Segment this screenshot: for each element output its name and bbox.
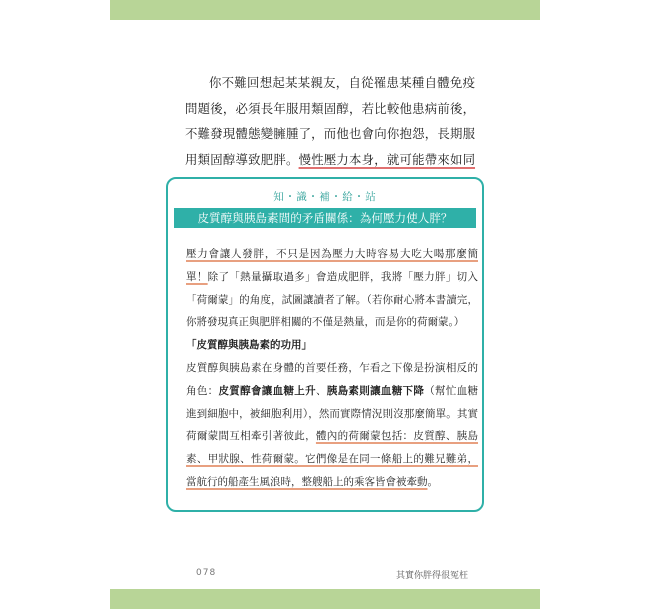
box-para2-text-a: 皮質醇與胰島素在身體的首要任務，乍看之下像是扮演相反的角色： bbox=[186, 361, 478, 397]
intro-text: 你不難回想起某某親友，自從罹患某種自體免疫問題後，必須長年服用類固醇，若比較他患病前後，不難發現體態變臃腫了，而他也會向你抱怨，長期服用類固醇導致肥胖。 bbox=[185, 75, 475, 167]
box-paragraph-2 bbox=[186, 357, 478, 494]
box-para2-bold-2: 胰島素則讓血糖下降 bbox=[326, 384, 425, 397]
running-title: 其實你胖得很冤枉 bbox=[396, 571, 469, 581]
box-para2-end: 。 bbox=[427, 475, 438, 488]
box-para2-sep: 、 bbox=[315, 384, 327, 397]
intro-highlight: 慢性壓力本身，就可能帶來如同 bbox=[298, 151, 476, 167]
box-para2-bold-1: 皮質醇會讓血糖上升 bbox=[218, 384, 316, 397]
knowledge-box bbox=[166, 177, 484, 512]
box-para1-text: 除了「熱量攝取過多」會造成肥胖，我將「壓力胖」切入「荷爾蒙」的角度，試圖讓讀者了解。（若你耐心將本書讀完，你將發現真正與肥胖相關的不僅是熱量，而是你的荷爾蒙。） bbox=[186, 270, 479, 329]
box-para2-highlight: 體內的荷爾蒙包括：皮質醇、胰島素、甲狀腺、性荷爾蒙。它們像是在同一條船上的難兄難弟，當航行的船產生風浪時，整艘船上的乘客皆會被牽動 bbox=[186, 430, 479, 488]
top-color-band bbox=[110, 0, 540, 20]
box-title: 皮質醇與胰島素間的矛盾關係：為何壓力使人胖？ bbox=[174, 208, 476, 228]
box-body bbox=[186, 243, 478, 494]
box-header: 知・識・補・給・站 bbox=[273, 191, 377, 203]
box-para1-highlight: 壓力會讓人發胖，不只是因為壓力大時容易大吃大喝那麼簡單！ bbox=[186, 248, 478, 283]
bottom-color-band bbox=[110, 589, 540, 609]
box-paragraph-1 bbox=[186, 243, 478, 334]
page-number: 078 bbox=[196, 568, 217, 578]
box-subheading: 「皮質醇與胰島素的功用」 bbox=[186, 339, 312, 352]
box-para2-text-e: （幫忙血糖進到細胞中，被細胞利用），然而實際情況則沒那麼簡單。其實荷爾蒙間互相牽引著彼此， bbox=[186, 384, 479, 443]
